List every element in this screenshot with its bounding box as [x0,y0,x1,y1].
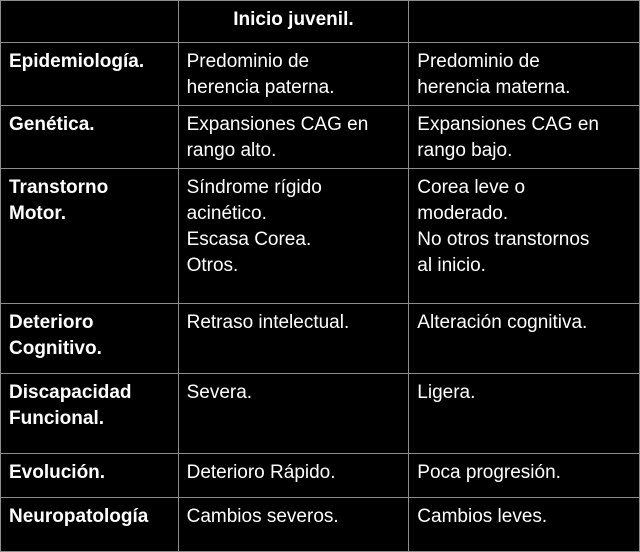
header-cell-empty-left [1,1,179,43]
row-label [1,106,179,169]
cell-line: moderado. [417,203,509,224]
row-label [1,43,179,106]
header-cell-empty-right [409,1,640,43]
cell-line: Retraso intelectual. [186,312,350,333]
cell-line: Cambios leves. [417,506,548,527]
cell-line: herencia paterna. [186,77,335,98]
cell-line: Cambios severos. [186,506,339,527]
row-label [1,374,179,454]
table-row [1,106,640,169]
row-label-line: Transtorno [9,177,109,198]
cell-line: Predominio de [186,51,310,72]
table-row [1,454,640,498]
cell-line: herencia materna. [417,77,571,98]
cell-adulto [409,304,640,374]
cell-line: rango alto. [186,140,277,161]
row-label-line: Discapacidad [9,382,132,403]
cell-line: al inicio. [417,255,486,276]
table-row [1,169,640,304]
cell-adulto [409,498,640,552]
row-label-line: Deterioro [9,312,94,333]
row-label [1,454,179,498]
row-label-line: Evolución. [9,462,106,483]
table-row [1,43,640,106]
cell-adulto [409,374,640,454]
cell-line: acinético. [186,203,267,224]
row-label-line: Cognitivo. [9,338,102,359]
cell-adulto [409,43,640,106]
header-row [1,1,640,43]
cell-line: Ligera. [417,382,476,403]
table-row [1,304,640,374]
cell-adulto [409,106,640,169]
cell-juvenil [178,169,409,304]
cell-line: Expansiones CAG en [417,114,599,135]
cell-line: Predominio de [417,51,540,72]
table-row [1,374,640,454]
row-label-line: Motor. [9,203,66,224]
cell-adulto [409,169,640,304]
cell-line: Síndrome rígido [186,177,322,198]
cell-line: No otros transtornos [417,229,590,250]
row-label [1,498,179,552]
cell-line: rango bajo. [417,140,513,161]
cell-line: Expansiones CAG en [186,114,369,135]
cell-juvenil [178,454,409,498]
cell-juvenil [178,498,409,552]
row-label-line: Neuropatología [9,506,149,527]
cell-juvenil [178,43,409,106]
table-row [1,498,640,552]
header-cell-inicio-juvenil: Inicio juvenil. [178,1,409,43]
row-label-line: Funcional. [9,408,104,429]
cell-line: Poca progresión. [417,462,561,483]
cell-line: Escasa Corea. [186,229,312,250]
cell-juvenil [178,304,409,374]
cell-juvenil [178,374,409,454]
cell-adulto [409,454,640,498]
cell-line: Alteración cognitiva. [417,312,588,333]
row-label-line: Epidemiología. [9,51,145,72]
cell-line: Deterioro Rápido. [186,462,336,483]
cell-line: Severa. [186,382,253,403]
cell-line: Otros. [186,255,239,276]
row-label-line: Genética. [9,114,95,135]
row-label [1,304,179,374]
cell-line: Corea leve o [417,177,526,198]
cell-juvenil [178,106,409,169]
row-label [1,169,179,304]
